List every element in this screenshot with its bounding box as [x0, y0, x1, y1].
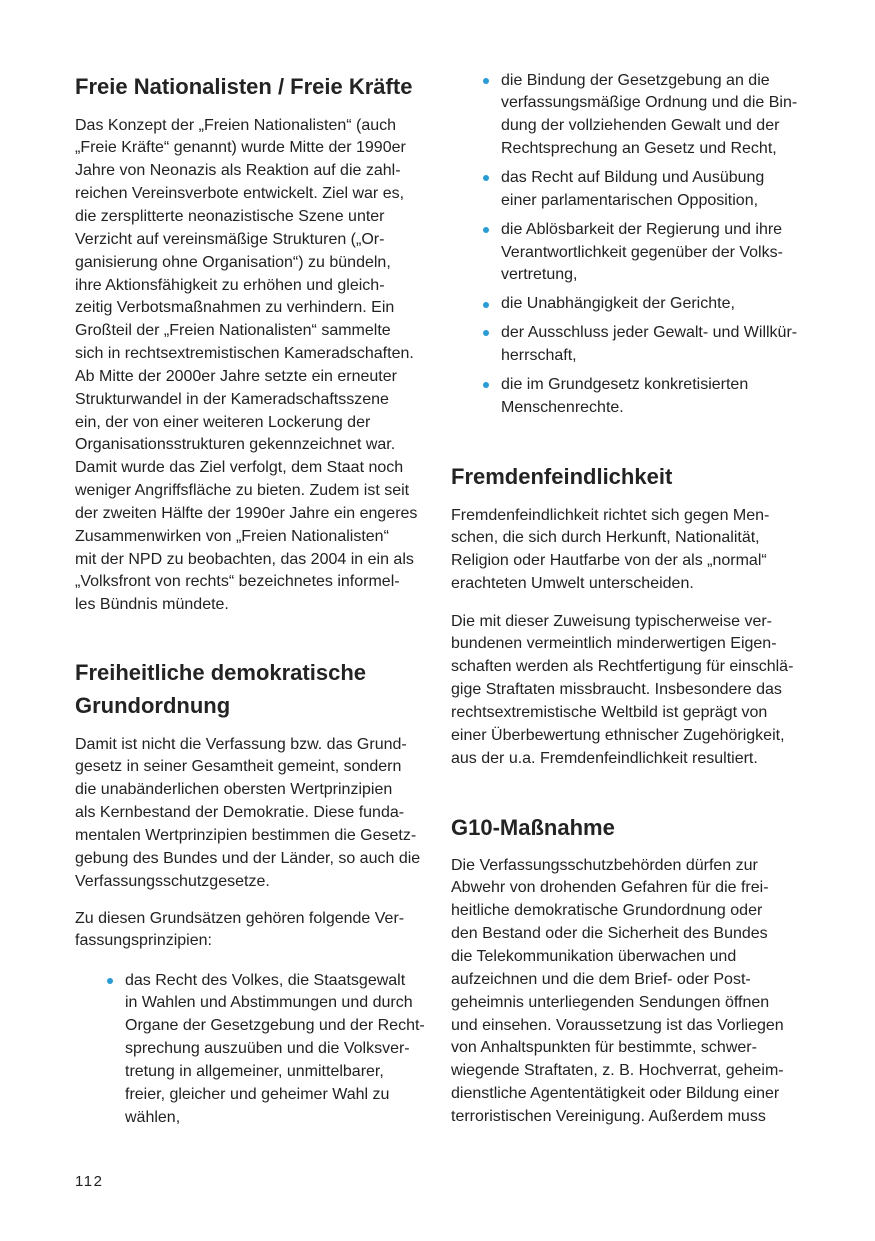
list-item: [75, 970, 425, 1130]
body-paragraph: Fremdenfeindlichkeit richtet sich gegen Men- schen, die sich durch Herkunft, Nationalität, Religion oder Hautfarbe von der als „normal“ erachteten Umwelt unterscheiden.: [451, 506, 770, 593]
body-paragraph: Damit ist nicht die Verfassung bzw. das Grund- gesetz in seiner Gesamtheit gemeint, sondern die unabänderlichen obersten Wertprinzipien als Kernbestand der Demokratie. Diese funda- mentalen Wertprinzipien bestimmen die Gesetz- gebung des Bundes und der Länder, so auch die Verfassungsschutzgesetze.: [75, 735, 421, 890]
bullet-icon: [483, 330, 489, 336]
left-column: [75, 0, 435, 1241]
section-heading-freie-nationalisten: Freie Nationalisten / Freie Kräfte: [75, 74, 413, 99]
list-item: [451, 322, 797, 368]
list-item: [451, 167, 797, 213]
right-column: [451, 0, 831, 1241]
body-paragraph: Die mit dieser Zuweisung typischerweise ver- bundenen vermeintlich minderwertigen Eigen- schaften werden als Rechtfertigung für einschlä- gige Straftaten missbraucht. Insbesondere das rechtsextremistische Weltbild ist geprägt von einer Überbewertung ethnischer Zugehörigkeit, aus der u.a. Fremdenfeindlichkeit resultiert.: [451, 612, 794, 767]
body-paragraph: Die Verfassungsschutzbehörden dürfen zur Abwehr von drohenden Gefahren für die frei- heitliche demokratische Grundordnung oder den Bestand oder die Sicherheit des Bundes die Telekommunikation überwachen und aufzeichnen und die dem Brief- oder Post- geheimnis unterliegenden Sendungen öffnen und einsehen. Voraussetzung ist das Vorliegen von Anhaltspunkten für bestimmte, schwer- wiegende Straftaten, z. B. Hochverrat, geheim- dienstliche Agententätigkeit oder Bildung einer terroristischen Vereinigung. Außerdem muss: [451, 856, 784, 1125]
list-item: [451, 70, 797, 161]
principles-list: [75, 970, 425, 1136]
list-item-text: die Unabhängigkeit der Gerichte,: [501, 295, 735, 313]
bullet-icon: [483, 302, 489, 308]
list-item: [451, 219, 797, 288]
list-item: [451, 293, 797, 316]
list-item-text: die Bindung der Gesetzgebung an die verfassungsmäßige Ordnung und die Bin- dung der vollziehenden Gewalt und der Rechtsprechung an Gesetz und Recht,: [501, 71, 798, 158]
list-item-text: das Recht des Volkes, die Staatsgewalt in Wahlen und Abstimmungen und durch Organe der Gesetzgebung und der Recht- sprechung auszuüben und die Volksver- tretung in allgemeiner, unmittelbarer, freier, gleicher und geheimer Wahl zu wählen,: [125, 971, 425, 1126]
list-item-text: das Recht auf Bildung und Ausübung einer parlamentarischen Opposition,: [501, 168, 765, 209]
section-heading-fdgo: Freiheitliche demokratische Grundordnung: [75, 659, 366, 718]
bullet-icon: [107, 978, 113, 984]
list-item-text: die im Grundgesetz konkretisierten Menschenrechte.: [501, 375, 749, 416]
list-item: [451, 374, 797, 420]
section-heading-fremdenfeindlichkeit: Fremdenfeindlichkeit: [451, 463, 673, 489]
body-paragraph: Zu diesen Grundsätzen gehören folgende Ver- fassungsprinzipien:: [75, 909, 405, 950]
section-heading-g10: G10-Maßnahme: [451, 814, 615, 840]
body-paragraph: Das Konzept der „Freien Nationalisten“ (auch „Freie Kräfte“ genannt) wurde Mitte der 1990er Jahre von Neonazis als Reaktion auf die zahl- reichen Vereinsverbote entwickelt. Ziel war es, die zersplitterte neonazistische Szene unter Verzicht auf vereinsmäßige Strukturen („Or- ganisierung ohne Organisation“) zu bündeln, ihre Aktionsfähigkeit zu erhöhen und gleich- zeitig Verbotsmaßnahmen zu verhindern. Ein Großteil der „Freien Nationalisten“ sammelte sich in rechtsextremistischen Kameradschaften. Ab Mitte der 2000er Jahre setzte ein erneuter Strukturwandel in der Kameradschaftsszene ein, der von einer weiteren Lockerung der Organisationsstrukturen gekennzeichnet war. Damit wurde das Ziel verfolgt, dem Staat noch weniger Angriffsfläche zu bieten. Zudem ist seit der zweiten Hälfte der 1990er Jahre ein engeres Zusammenwirken von „Freien Nationalisten“ mit der NPD zu beobachten, das 2004 in ein als „Volksfront von rechts“ bezeichnetes informel- les Bündnis mündete.: [75, 116, 418, 614]
bullet-icon: [483, 382, 489, 388]
page-number: 112: [75, 1173, 104, 1190]
bullet-icon: [483, 78, 489, 84]
bullet-icon: [483, 175, 489, 181]
bullet-icon: [483, 227, 489, 233]
list-item-text: die Ablösbarkeit der Regierung und ihre Verantwortlichkeit gegenüber der Volks- vertretung,: [501, 220, 783, 284]
list-item-text: der Ausschluss jeder Gewalt- und Willkür- herrschaft,: [501, 324, 798, 364]
principles-list-continued: [451, 70, 797, 426]
